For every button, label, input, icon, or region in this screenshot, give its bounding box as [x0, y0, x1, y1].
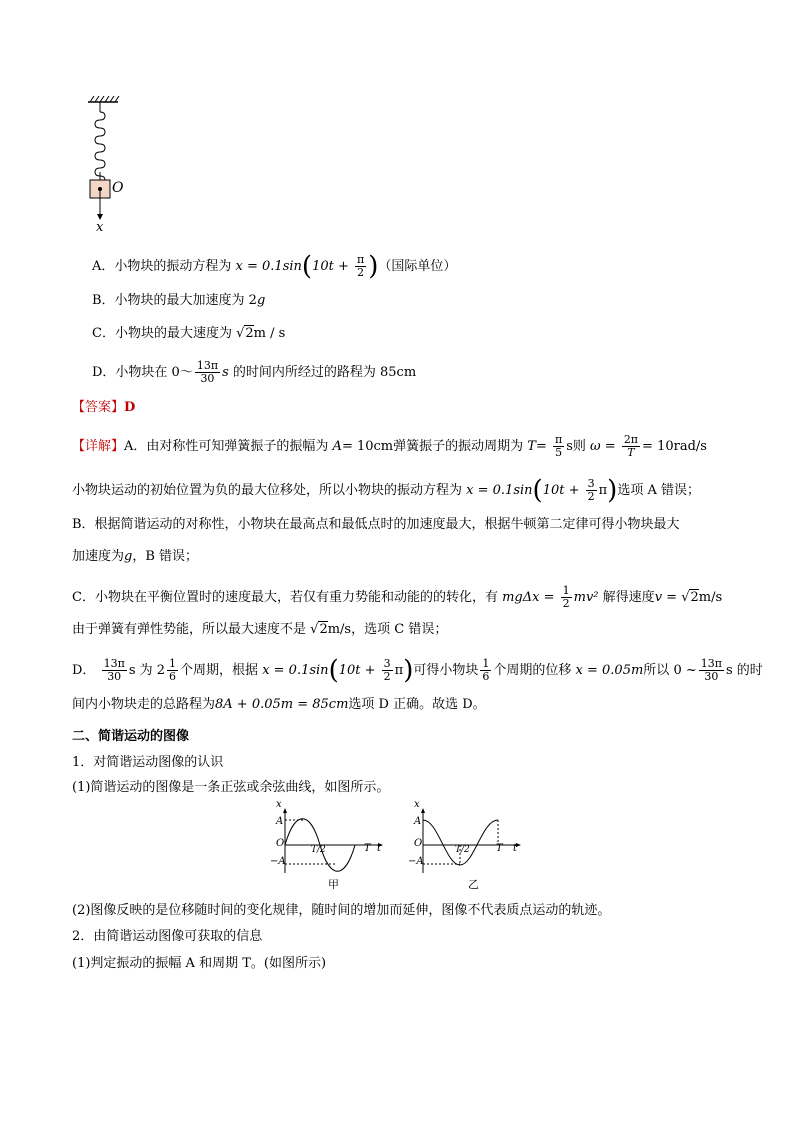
graph-right-A: A	[414, 816, 422, 827]
graph-left-caption: 甲	[328, 878, 339, 891]
graph-right-x: x	[414, 799, 420, 810]
subheading-2: 2．由简谐运动图像可获取的信息	[72, 929, 263, 944]
fraction: $\frac{\pi}{2}$	[357, 253, 365, 279]
option-b: B．小物块的最大加速度为 2g	[92, 293, 266, 308]
explain-line-8: 间内小物块走的总路程为8A + 0.05m = 85cm选项 D 正确。故选 D。	[72, 697, 486, 712]
graph-left-x: x	[276, 799, 282, 810]
explain-line-3: B．根据简谐运动的对称性，小物块在最高点和最低点时的加速度最大，根据牛顿第二定律可得小物块最大	[72, 517, 680, 532]
graph-left-O: O	[276, 838, 285, 849]
answer: 【答案】D	[72, 400, 136, 415]
paragraph-3: (1)判定振动的振幅 A 和周期 T。(如图所示)	[72, 956, 327, 971]
graph-left-half-T: T/2	[311, 845, 326, 855]
graph-left-t: t	[377, 843, 382, 854]
graph-left	[270, 805, 390, 875]
paragraph-1: (1)简谐运动的图像是一条正弦或余弦曲线，如图所示。	[72, 780, 390, 795]
option-d: D．小物块在 0～ $\frac{13\pi}{30}$ s 的时间内所经过的路程为 85cm	[92, 359, 417, 385]
explain-line-2: 小物块运动的初始位置为负的最大位移处，所以小物块的振动方程为 x = 0.1sin(10t + $\frac{3}{2}$ π)选项 A 错误；	[72, 475, 700, 506]
subheading-1: 1．对简谐运动图像的认识	[72, 755, 224, 770]
explain-line-5: C．小物块在平衡位置时的速度最大，若仅有重力势能和动能的的转化，有 mgΔx = $\frac{1}{2}$ mv² 解得速度v = √2m/s	[72, 584, 723, 610]
explain-line-4: 加速度为g，B 错误；	[72, 549, 199, 564]
graph-right-T: T	[496, 843, 503, 854]
graph-right-caption: 乙	[468, 878, 479, 891]
section-heading: 二、简谐运动的图像	[72, 729, 190, 744]
paragraph-2: (2)图像反映的是位移随时间的变化规律，随时间的增加而延伸，图像不代表质点运动的轨迹。	[72, 903, 611, 918]
graph-right-negA: −A	[408, 856, 424, 867]
graph-left-negA: −A	[270, 856, 286, 867]
graph-right	[408, 805, 528, 875]
explain-line-6: 由于弹簧有弹性势能，所以最大速度不是 √2m/s，选项 C 错误；	[72, 622, 448, 637]
spring-label-O: O	[112, 180, 124, 196]
graph-right-half-T: T/2	[455, 845, 470, 855]
explain-line-1: 【详解】A．由对称性可知弹簧振子的振幅为 A= 10cm弹簧振子的振动周期为 T= $\frac{\pi}{5}$ s则 ω = $\frac{2\pi}{T}$ = 10rad/s	[72, 433, 707, 459]
graph-left-A: A	[276, 816, 284, 827]
option-a: A．小物块的振动方程为 x = 0.1sin(10t + $\frac{\pi}{2}$ )（国际单位）	[92, 251, 457, 282]
graph-right-O: O	[414, 838, 423, 849]
spring-figure	[88, 96, 148, 236]
option-c: C．小物块的最大速度为 √2m / s	[92, 326, 286, 341]
spring-label-x: x	[96, 220, 104, 235]
graph-right-t: t	[513, 843, 518, 854]
explain-line-7: D． $\frac{13\pi}{30}$ s 为 2 $\frac{1}{6}$ 个周期，根据 x = 0.1sin(10t + $\frac{3}{2}$ π)可得小物块 $\frac{1}{6}$ 个周期的位移 x = 0.05m所以 0 ~ $\frac{13\pi}{30}$ s 的时	[72, 655, 763, 686]
graph-left-T: T	[364, 843, 371, 854]
